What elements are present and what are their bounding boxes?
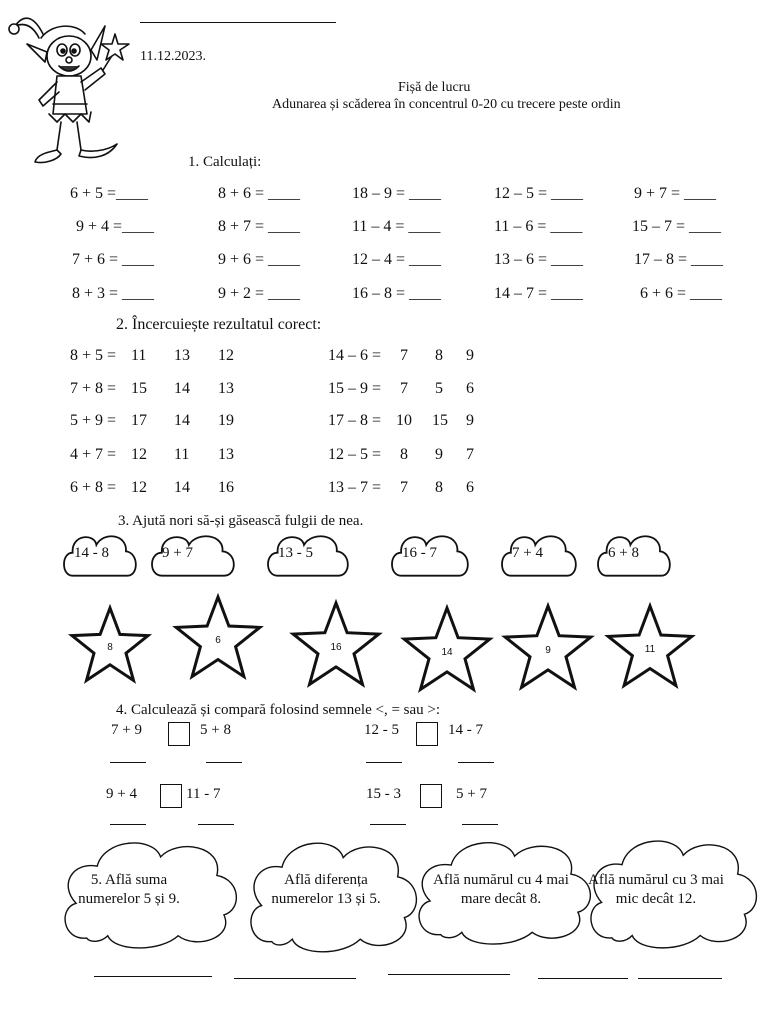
ex2-left-expression: 8 + 5 = bbox=[70, 347, 117, 364]
ex4-pair1-right: 5 + 8 bbox=[200, 722, 231, 738]
ex2-option[interactable]: 8 bbox=[435, 347, 443, 364]
ex1-problem: 6 + 5 =____ bbox=[70, 185, 149, 202]
ex2-option[interactable]: 5 bbox=[435, 380, 443, 397]
ex1-problem: 6 + 6 = ____ bbox=[640, 285, 723, 302]
ex4-pair3-right: 11 - 7 bbox=[186, 786, 221, 802]
ex2-option[interactable]: 8 bbox=[400, 446, 408, 463]
cloud-expression[interactable]: 6 + 8 bbox=[608, 545, 639, 561]
ex2-option[interactable]: 6 bbox=[466, 380, 474, 397]
name-line[interactable] bbox=[140, 22, 336, 23]
ex2-title: 2. Încercuiește rezultatul corect: bbox=[116, 316, 322, 333]
elf-illustration bbox=[5, 4, 135, 174]
ex2-option[interactable]: 14 bbox=[174, 412, 190, 429]
ex1-problem: 11 – 4 = ____ bbox=[352, 218, 441, 235]
ex2-option[interactable]: 15 bbox=[432, 412, 448, 429]
ex2-option[interactable]: 7 bbox=[400, 347, 408, 364]
ex4-pair2-compare-box[interactable] bbox=[416, 722, 438, 746]
ex4-pair4-left-answer[interactable] bbox=[370, 824, 406, 825]
ex2-option[interactable]: 9 bbox=[435, 446, 443, 463]
worksheet-title: Fișă de lucru bbox=[398, 80, 471, 95]
ex5-answer-line-2[interactable] bbox=[234, 978, 356, 979]
ex1-problem: 16 – 8 = ____ bbox=[352, 285, 442, 302]
ex2-option[interactable]: 12 bbox=[131, 446, 147, 463]
ex2-option[interactable]: 13 bbox=[174, 347, 190, 364]
ex1-problem: 14 – 7 = ____ bbox=[494, 285, 584, 302]
ex2-option[interactable]: 11 bbox=[131, 347, 147, 364]
word-problem-text: Află numărul cu 3 mai mic decât 12. bbox=[588, 872, 724, 907]
worksheet-subtitle: Adunarea și scăderea în concentrul 0-20 cu trecere peste ordin bbox=[272, 97, 621, 112]
ex1-problem: 9 + 7 = ____ bbox=[634, 185, 717, 202]
ex4-pair1-left-answer[interactable] bbox=[110, 762, 146, 763]
cloud-expression[interactable]: 13 - 5 bbox=[278, 545, 313, 561]
ex1-problem: 12 – 4 = ____ bbox=[352, 251, 442, 268]
ex4-pair4-right: 5 + 7 bbox=[456, 786, 487, 802]
ex2-right-expression: 14 – 6 = bbox=[328, 347, 382, 364]
ex5-answer-line-5[interactable] bbox=[638, 978, 722, 979]
ex2-right-expression: 15 – 9 = bbox=[328, 380, 382, 397]
ex2-left-expression: 6 + 8 = bbox=[70, 479, 117, 496]
ex4-pair2-left-answer[interactable] bbox=[366, 762, 402, 763]
ex4-pair1-right-answer[interactable] bbox=[206, 762, 242, 763]
ex2-option[interactable]: 10 bbox=[396, 412, 412, 429]
ex1-problem: 15 – 7 = ____ bbox=[632, 218, 722, 235]
ex1-problem: 8 + 3 = ____ bbox=[72, 285, 155, 302]
ex2-left-expression: 5 + 9 = bbox=[70, 412, 117, 429]
ex1-problem: 8 + 6 = ____ bbox=[218, 185, 301, 202]
ex2-option[interactable]: 14 bbox=[174, 479, 190, 496]
ex4-pair3-left: 9 + 4 bbox=[106, 786, 137, 802]
ex4-pair1-left: 7 + 9 bbox=[111, 722, 142, 738]
ex1-problem: 13 – 6 = ____ bbox=[494, 251, 584, 268]
ex2-option[interactable]: 15 bbox=[131, 380, 147, 397]
ex1-problem: 9 + 6 = ____ bbox=[218, 251, 301, 268]
ex1-problem: 7 + 6 = ____ bbox=[72, 251, 155, 268]
ex4-title: 4. Calculează și compară folosind semnele <, = sau >: bbox=[116, 702, 441, 718]
cloud-expression[interactable]: 14 - 8 bbox=[74, 545, 109, 561]
ex2-right-expression: 13 – 7 = bbox=[328, 479, 382, 496]
snowflake-number[interactable]: 6 bbox=[215, 635, 221, 646]
ex4-pair4-left: 15 - 3 bbox=[366, 786, 401, 802]
ex1-problem: 12 – 5 = ____ bbox=[494, 185, 584, 202]
snowflake-number[interactable]: 9 bbox=[545, 645, 551, 656]
ex1-problem: 18 – 9 = ____ bbox=[352, 185, 442, 202]
snowflake-number[interactable]: 11 bbox=[644, 644, 656, 655]
ex2-option[interactable]: 13 bbox=[218, 446, 234, 463]
ex1-problem: 8 + 7 = ____ bbox=[218, 218, 301, 235]
ex4-pair3-right-answer[interactable] bbox=[198, 824, 234, 825]
ex2-option[interactable]: 9 bbox=[466, 412, 474, 429]
ex4-pair2-right: 14 - 7 bbox=[448, 722, 483, 738]
ex3-title: 3. Ajută nori să-și găsească fulgii de nea. bbox=[118, 513, 364, 529]
ex5-answer-line-3[interactable] bbox=[388, 974, 510, 975]
ex2-left-expression: 4 + 7 = bbox=[70, 446, 117, 463]
cloud-expression[interactable]: 9 + 7 bbox=[162, 545, 193, 561]
ex1-problem: 9 + 4 =____ bbox=[76, 218, 155, 235]
ex2-option[interactable]: 7 bbox=[400, 479, 408, 496]
ex1-problem: 9 + 2 = ____ bbox=[218, 285, 301, 302]
cloud-expression[interactable]: 16 - 7 bbox=[402, 545, 437, 561]
ex4-pair1-compare-box[interactable] bbox=[168, 722, 190, 746]
snowflake-number[interactable]: 8 bbox=[107, 642, 113, 653]
ex5-answer-line-1[interactable] bbox=[94, 976, 212, 977]
ex2-right-expression: 12 – 5 = bbox=[328, 446, 382, 463]
ex2-option[interactable]: 7 bbox=[400, 380, 408, 397]
ex2-option[interactable]: 13 bbox=[218, 380, 234, 397]
ex4-pair2-right-answer[interactable] bbox=[458, 762, 494, 763]
ex4-pair4-compare-box[interactable] bbox=[420, 784, 442, 808]
ex4-pair2-left: 12 - 5 bbox=[364, 722, 399, 738]
ex1-problem: 11 – 6 = ____ bbox=[494, 218, 583, 235]
cloud-expression[interactable]: 7 + 4 bbox=[512, 545, 543, 561]
ex4-pair3-left-answer[interactable] bbox=[110, 824, 146, 825]
ex2-option[interactable]: 19 bbox=[218, 412, 234, 429]
ex2-option[interactable]: 6 bbox=[466, 479, 474, 496]
snowflake-number[interactable]: 14 bbox=[441, 647, 453, 658]
ex4-pair4-right-answer[interactable] bbox=[462, 824, 498, 825]
ex4-pair3-compare-box[interactable] bbox=[160, 784, 182, 808]
ex5-answer-line-4[interactable] bbox=[538, 978, 628, 979]
ex2-option[interactable]: 9 bbox=[466, 347, 474, 364]
ex2-option[interactable]: 11 bbox=[174, 446, 190, 463]
ex2-option[interactable]: 14 bbox=[174, 380, 190, 397]
snowflake-number[interactable]: 16 bbox=[330, 642, 342, 653]
ex1-problem: 17 – 8 = ____ bbox=[634, 251, 724, 268]
word-problem-text: Află diferența numerelor 13 și 5. bbox=[271, 872, 381, 907]
date: 11.12.2023. bbox=[140, 49, 206, 64]
ex1-title: 1. Calculați: bbox=[188, 154, 262, 170]
ex2-left-expression: 7 + 8 = bbox=[70, 380, 117, 397]
ex2-option[interactable]: 12 bbox=[218, 347, 234, 364]
ex2-option[interactable]: 8 bbox=[435, 479, 443, 496]
word-problem-text: Află numărul cu 4 mai mare decât 8. bbox=[433, 872, 569, 907]
ex2-option[interactable]: 7 bbox=[466, 446, 474, 463]
ex2-right-expression: 17 – 8 = bbox=[328, 412, 382, 429]
ex2-option[interactable]: 16 bbox=[218, 479, 234, 496]
ex2-option[interactable]: 12 bbox=[131, 479, 147, 496]
ex2-option[interactable]: 17 bbox=[131, 412, 147, 429]
word-problem-text: 5. Află suma numerelor 5 și 9. bbox=[78, 872, 180, 907]
